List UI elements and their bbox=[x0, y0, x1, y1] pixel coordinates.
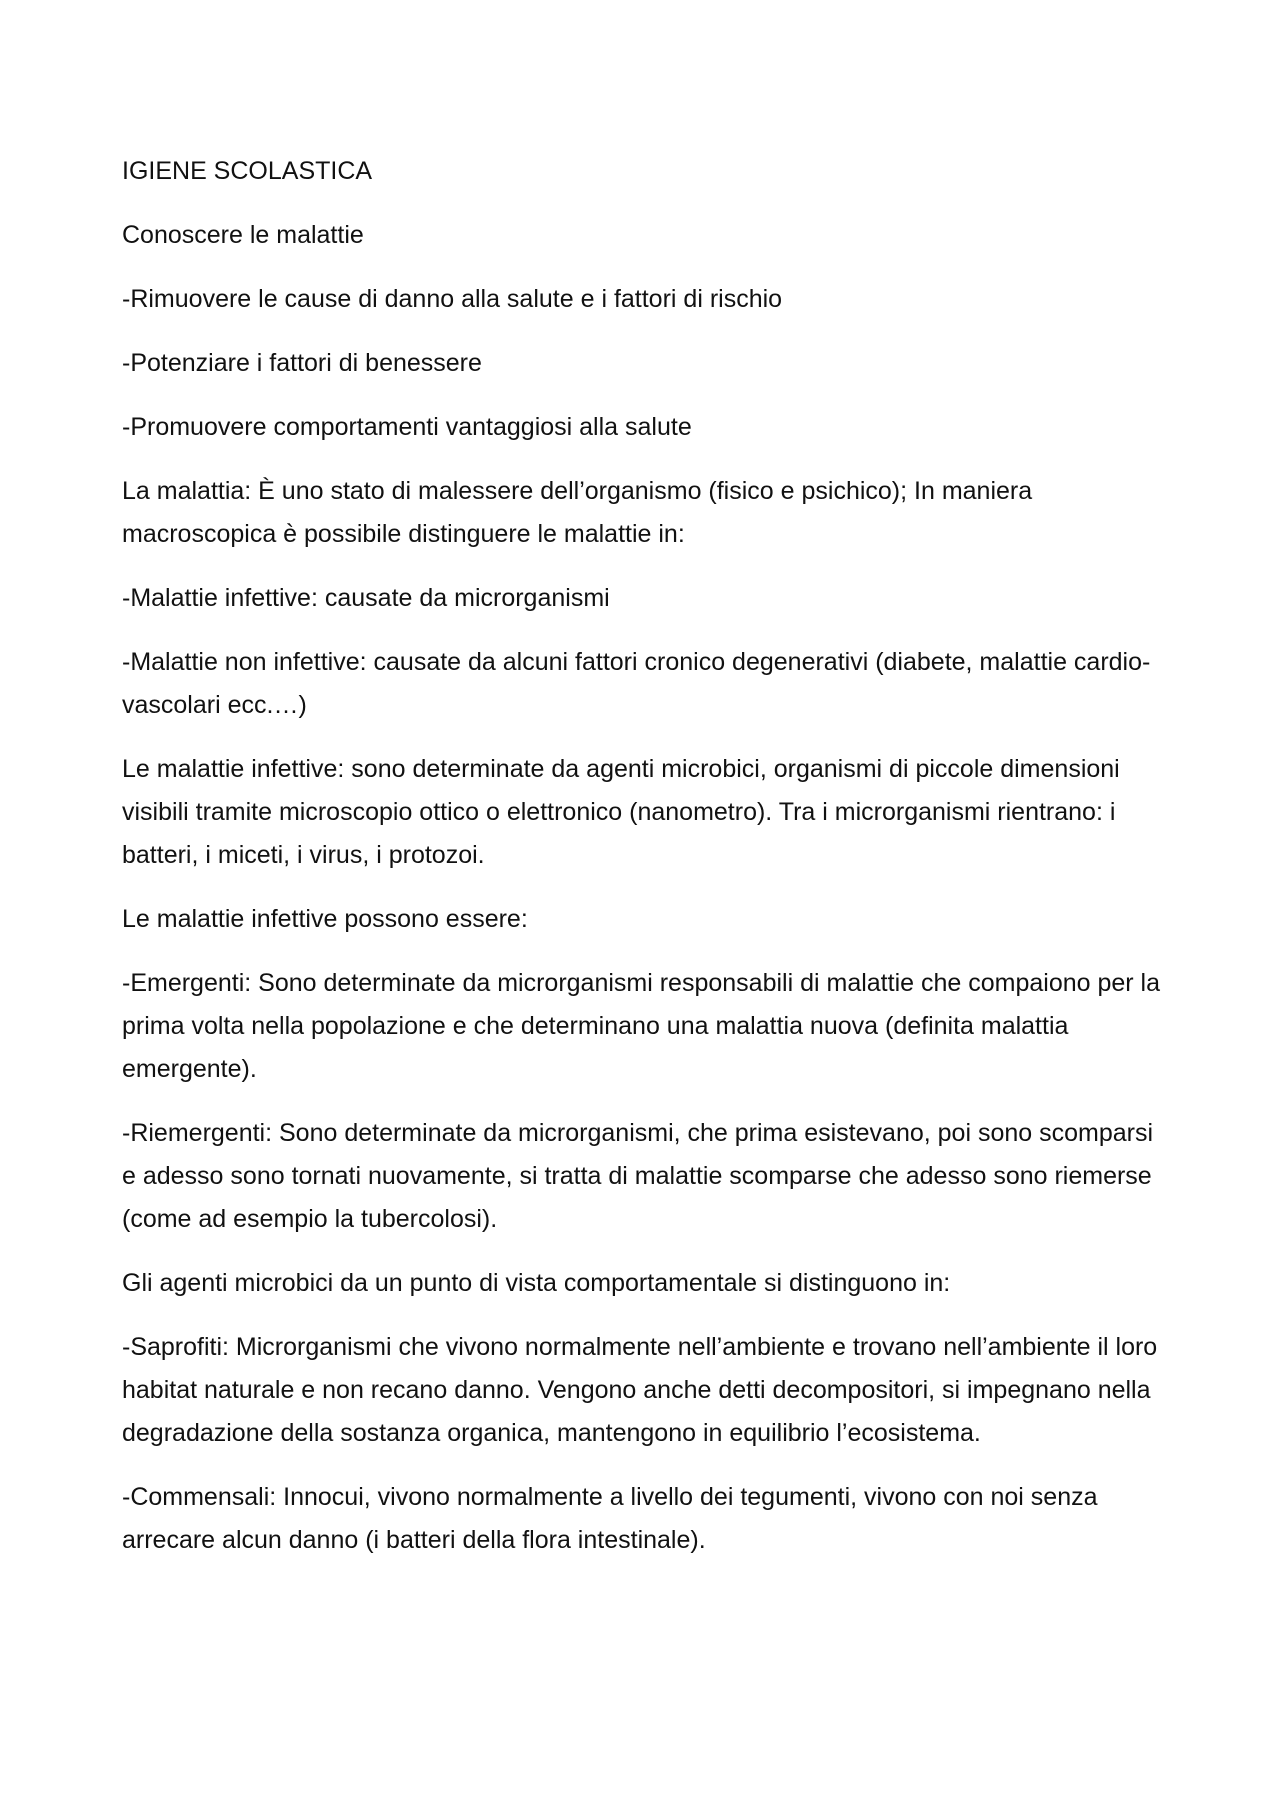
paragraph-commensali: -Commensali: Innocui, vivono normalmente a livello dei tegumenti, vivono con noi senza arrecare alcun danno (i batteri della flora intestinale). bbox=[122, 1483, 1098, 1554]
paragraph-possono-essere: Le malattie infettive possono essere: bbox=[122, 905, 528, 933]
paragraph-riemergenti: -Riemergenti: Sono determinate da microrganismi, che prima esistevano, poi sono scomparsi e adesso sono tornati nuovamente, si tratta di malattie scomparse che adesso sono riemerse (come ad esempio la tubercolosi). bbox=[122, 1119, 1154, 1233]
paragraph-malattie-infettive: -Malattie infettive: causate da microrganismi bbox=[122, 584, 610, 612]
paragraph-saprofiti: -Saprofiti: Microrganismi che vivono normalmente nell’ambiente e trovano nell’ambiente il loro habitat naturale e non recano danno. Vengono anche detti decompositori, si impegnano nella degradazione della sostanza organica, mantengono in equilibrio l’ecosistema. bbox=[122, 1333, 1158, 1447]
document-title: IGIENE SCOLASTICA bbox=[122, 157, 373, 185]
paragraph-la-malattia: La malattia: È uno stato di malessere dell’organismo (fisico e psichico); In maniera macroscopica è possibile distinguere le malattie in: bbox=[122, 477, 1033, 548]
paragraph-comportamentale: Gli agenti microbici da un punto di vista comportamentale si distinguono in: bbox=[122, 1269, 951, 1297]
paragraph-agenti-microbici: Le malattie infettive: sono determinate da agenti microbici, organismi di piccole dimensioni visibili tramite microscopio ottico o elettronico (nanometro). Tra i microrganismi rientrano: i batteri, i miceti, i virus, i protozoi. bbox=[122, 755, 1120, 869]
paragraph-malattie-non-infettive: -Malattie non infettive: causate da alcuni fattori cronico degenerativi (diabete, malattie cardio-vascolari ecc.…) bbox=[122, 648, 1151, 719]
paragraph-promuovere: -Promuovere comportamenti vantaggiosi alla salute bbox=[122, 413, 692, 441]
paragraph-potenziare: -Potenziare i fattori di benessere bbox=[122, 349, 482, 377]
document-body bbox=[122, 150, 1162, 1583]
paragraph-rimuovere: -Rimuovere le cause di danno alla salute e i fattori di rischio bbox=[122, 285, 783, 313]
paragraph-conoscere: Conoscere le malattie bbox=[122, 221, 364, 249]
paragraph-emergenti: -Emergenti: Sono determinate da microrganismi responsabili di malattie che compaiono per la prima volta nella popolazione e che determinano una malattia nuova (definita malattia emergente). bbox=[122, 969, 1161, 1083]
